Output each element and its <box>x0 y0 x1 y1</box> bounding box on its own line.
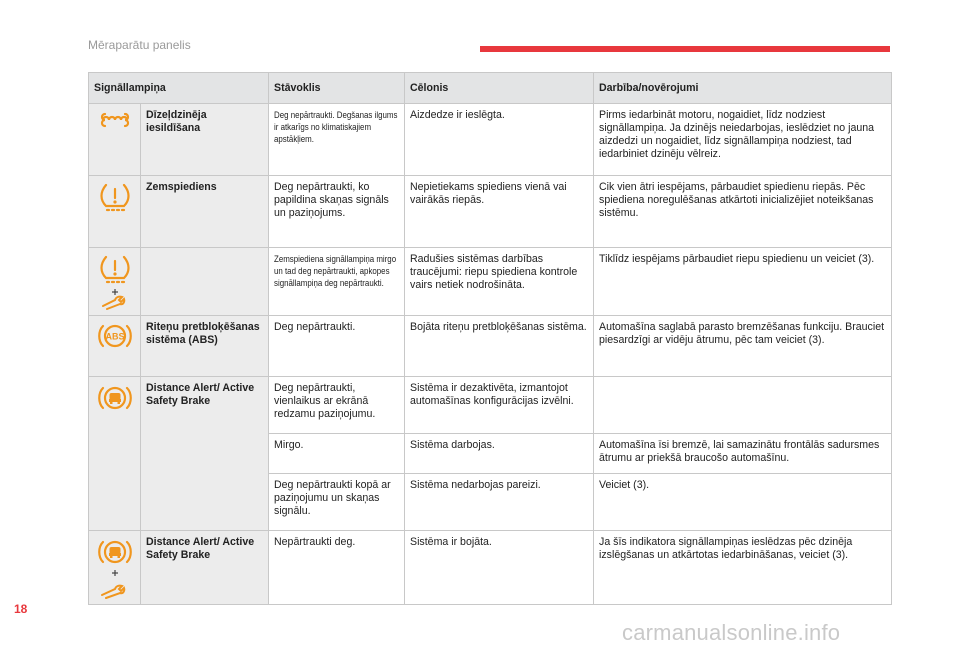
action-cell: Automašīna īsi bremzē, lai samazinātu frontālās sadursmes ātrumu ar priekšā braucošo automašīnu. <box>594 434 892 474</box>
warning-lights-table <box>88 72 892 605</box>
distance-alert-icon <box>97 383 133 413</box>
lamp-name: Riteņu pretbloķēšanas sistēma (ABS) <box>141 316 269 377</box>
table-row <box>89 176 892 248</box>
column-header-state: Stāvoklis <box>269 73 405 104</box>
cause-cell: Sistēma nedarbojas pareizi. <box>405 474 594 531</box>
lamp-name: Zemspiediens <box>141 176 269 248</box>
abs-icon-text: ABS <box>104 331 125 342</box>
column-header-action: Darbība/novērojumi <box>594 73 892 104</box>
state-cell: Deg nepārtraukti, vienlaikus ar ekrānā redzamu paziņojumu. <box>269 377 405 434</box>
state-text: Deg nepārtraukti. Degšanas ilgums ir atkarīgs no klimatiskajiem apstākļiem. <box>274 110 398 144</box>
table-header-row <box>89 73 892 104</box>
cause-cell: Sistēma darbojas. <box>405 434 594 474</box>
action-cell: Ja šīs indikatora signāllampiņas ieslēdzas pēc dzinēja izslēgšanas un atkārtotas iedarbināšanas, veiciet (3). <box>594 531 892 605</box>
accent-bar <box>480 46 890 52</box>
action-cell: Automašīna saglabā parasto bremzēšanas funkciju. Brauciet piesardzīgi ar vidēju ātrumu, pēc tam veiciet (3). <box>594 316 892 377</box>
table-row <box>89 248 892 316</box>
cause-cell: Bojāta riteņu pretbloķēšanas sistēma. <box>405 316 594 377</box>
state-text: Zemspiediena signāllampiņa mirgo un tad deg nepārtraukti, apkopes signāllampiņa deg nepārtraukti. <box>274 254 397 288</box>
lamp-name-empty <box>141 248 269 316</box>
state-cell: Nepārtraukti deg. <box>269 531 405 605</box>
tyre-pressure-icon <box>99 182 131 212</box>
table-row <box>89 377 892 434</box>
icon-cell <box>89 531 141 605</box>
action-cell: Pirms iedarbināt motoru, nogaidiet, līdz nodziest signāllampiņa. Ja dzinējs neiedarbojas, ieslēdziet no jauna aizdedzi un nogaidiet, līdz signāllampiņa nodziest, tad iedarbiniet dzinēju vēlreiz. <box>594 104 892 176</box>
page-number: 18 <box>14 602 28 616</box>
icon-cell <box>89 316 141 377</box>
lamp-name: Dīzeļdzinēja iesildīšana <box>141 104 269 176</box>
action-cell: Veiciet (3). <box>594 474 892 531</box>
tyre-pressure-service-icon <box>98 254 132 310</box>
lamp-name: Distance Alert/ Active Safety Brake <box>141 377 269 531</box>
icon-cell <box>89 104 141 176</box>
cause-cell: Nepietiekams spiediens vienā vai vairākās riepās. <box>405 176 594 248</box>
state-cell <box>269 104 405 176</box>
cause-cell: Aizdedze ir ieslēgta. <box>405 104 594 176</box>
action-cell: Tiklīdz iespējams pārbaudiet riepu spiedienu un veiciet (3). <box>594 248 892 316</box>
action-cell <box>594 377 892 434</box>
table-row <box>89 104 892 176</box>
column-header-lamp: Signāllampiņa <box>89 73 269 104</box>
cause-cell: Sistēma ir bojāta. <box>405 531 594 605</box>
icon-cell <box>89 176 141 248</box>
state-cell <box>269 248 405 316</box>
abs-icon <box>97 322 133 350</box>
state-cell: Mirgo. <box>269 434 405 474</box>
icon-cell <box>89 377 141 531</box>
state-cell: Deg nepārtraukti. <box>269 316 405 377</box>
glow-plug-icon <box>99 110 131 132</box>
distance-alert-service-icon <box>97 537 133 599</box>
lamp-name: Distance Alert/ Active Safety Brake <box>141 531 269 605</box>
cause-cell: Sistēma ir dezaktivēta, izmantojot automašīnas konfigurācijas izvēlni. <box>405 377 594 434</box>
table-row <box>89 316 892 377</box>
state-cell: Deg nepārtraukti kopā ar paziņojumu un skaņas signālu. <box>269 474 405 531</box>
icon-cell <box>89 248 141 316</box>
cause-cell: Radušies sistēmas darbības traucējumi: riepu spiediena kontrole vairs netiek nodrošināta. <box>405 248 594 316</box>
table-row <box>89 531 892 605</box>
action-cell: Cik vien ātri iespējams, pārbaudiet spiedienu riepās. Pēc spiediena noregulēšanas atkārtoti inicializējiet noteikšanas sistēmu. <box>594 176 892 248</box>
section-title: Mēraparātu panelis <box>88 38 191 52</box>
watermark: carmanualsonline.info <box>622 620 841 645</box>
state-cell: Deg nepārtraukti, ko papildina skaņas signāls un paziņojums. <box>269 176 405 248</box>
column-header-cause: Cēlonis <box>405 73 594 104</box>
